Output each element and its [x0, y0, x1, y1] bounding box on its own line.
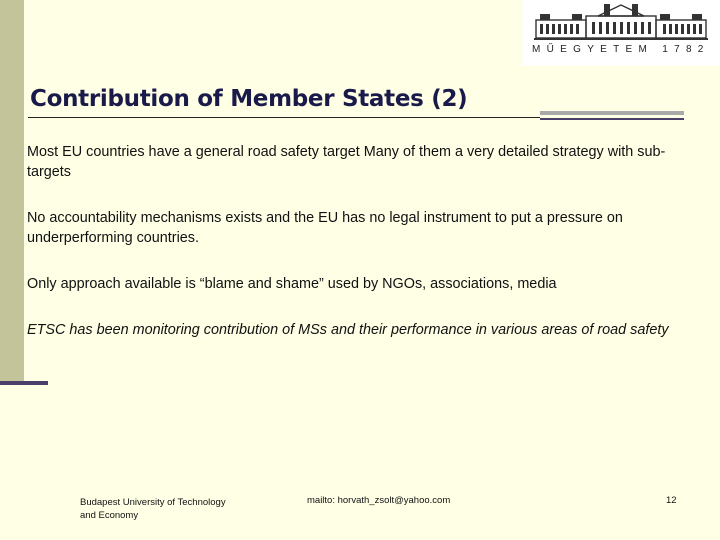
footer-email[interactable]: mailto: horvath_zsolt@yahoo.com — [307, 495, 451, 506]
university-building-icon — [522, 0, 720, 44]
slide-title: Contribution of Member States (2) — [30, 86, 468, 112]
page-number: 12 — [666, 495, 677, 506]
decorative-left-bar-accent — [0, 381, 48, 385]
bullet-item: Most EU countries have a general road safety target Many of them a very detailed strategy with sub-targets — [27, 144, 666, 180]
footer-institution: Budapest University of Technology and Economy — [80, 497, 226, 521]
title-rule-dark — [540, 118, 684, 120]
bullet-item: ETSC has been monitoring contribution of MSs and their performance in various areas of road safety — [27, 322, 669, 338]
title-underline — [28, 117, 540, 118]
bullet-item: No accountability mechanisms exists and the EU has no legal instrument to put a pressure on underperforming countries. — [27, 210, 623, 246]
title-rule-gray — [540, 111, 684, 115]
logo-wordmark: MŰEGYETEM 1782 — [532, 44, 710, 55]
university-logo — [522, 0, 720, 66]
decorative-left-bar — [0, 0, 24, 383]
bullet-list — [27, 142, 677, 366]
bullet-item: Only approach available is “blame and shame” used by NGOs, associations, media — [27, 276, 557, 292]
